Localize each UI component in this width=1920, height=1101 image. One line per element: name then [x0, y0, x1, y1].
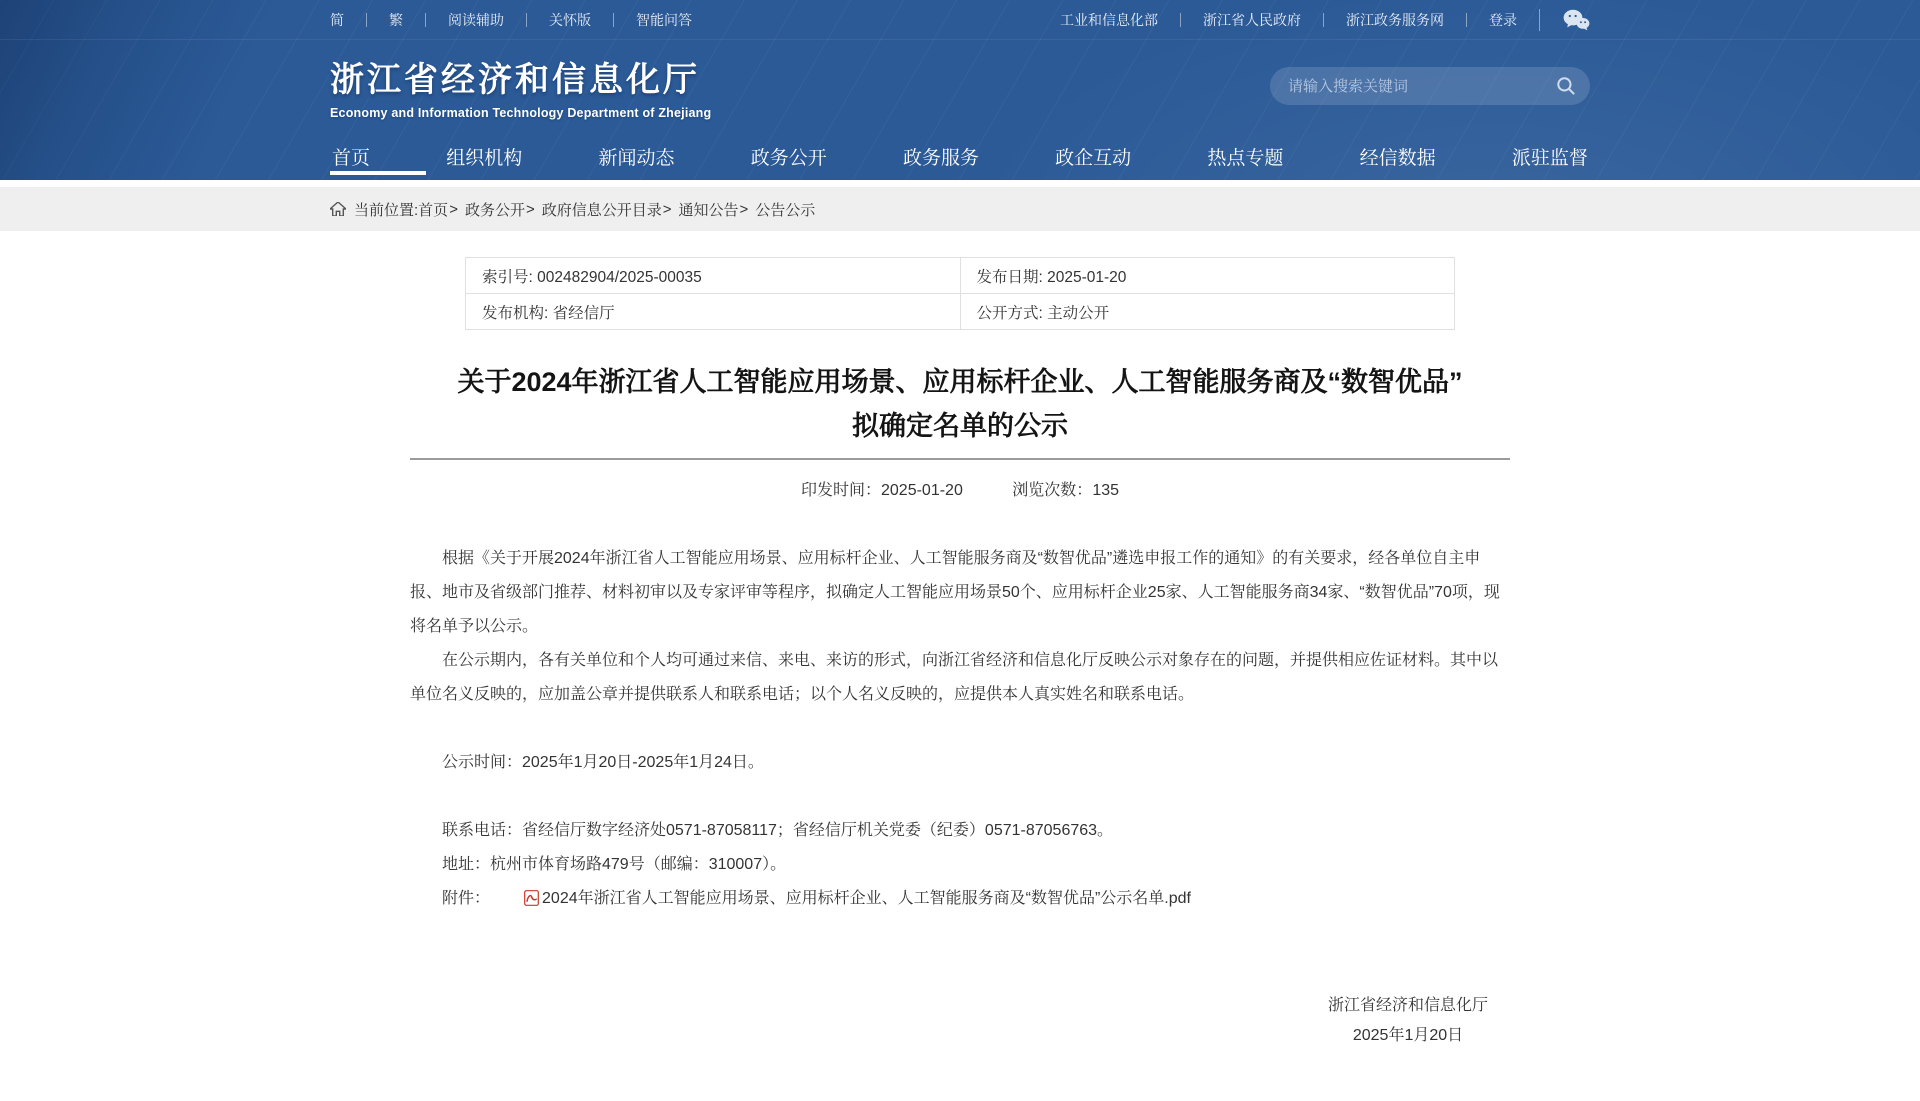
search-button[interactable]: [1556, 76, 1576, 96]
table-row: [466, 258, 1455, 294]
topbar-link-miit[interactable]: 工业和信息化部: [1060, 11, 1158, 28]
site-title: 浙江省经济和信息化厅: [330, 61, 700, 99]
breadcrumb-separator: >: [739, 200, 749, 218]
print-time: [801, 482, 963, 499]
search-box: [1270, 67, 1590, 105]
attachment-label: 附件：: [442, 890, 491, 907]
document-info-table: [465, 257, 1455, 330]
disclosure-method-value: 主动公开: [1047, 304, 1110, 322]
address-line: 地址：杭州市体育场路479号（邮编：310007）。: [442, 856, 787, 873]
index-number-label: 索引号:: [482, 268, 533, 286]
breadcrumb-prefix: 当前位置:: [354, 201, 419, 219]
view-count: [1012, 482, 1119, 499]
page-title: [410, 360, 1510, 448]
site-logo[interactable]: [330, 52, 711, 120]
nav-item-home[interactable]: 首页: [330, 132, 372, 180]
print-time-value: 2025-01-20: [881, 482, 963, 499]
breadcrumb-bar: [0, 187, 1920, 231]
topbar-left-links: [330, 13, 714, 27]
article-body: [410, 542, 1510, 1051]
publish-org-cell: [466, 294, 961, 330]
breadcrumb-item-announcements[interactable]: 公告公示: [755, 201, 816, 219]
login-link[interactable]: 登录: [1466, 13, 1539, 27]
main-nav: [330, 132, 1590, 180]
publish-date-cell: [960, 258, 1455, 294]
breadcrumb-item-home[interactable]: 首页: [418, 201, 449, 219]
signature-org: 浙江省经济和信息化厅: [1327, 997, 1488, 1014]
site-title-english: Economy and Information Technology Department of Zhejiang: [330, 106, 712, 120]
view-count-value: 135: [1092, 482, 1120, 499]
nav-item-supervision[interactable]: 派驻监督: [1511, 147, 1588, 169]
breadcrumb-item-notices[interactable]: 通知公告: [678, 201, 739, 219]
article: [410, 257, 1510, 1051]
nav-item-gov-disclosure[interactable]: 政务公开: [750, 147, 827, 169]
topbar-link-care-version[interactable]: 关怀版: [526, 13, 613, 27]
nav-item-gov-services[interactable]: 政务服务: [902, 147, 979, 169]
page-title-line1: 关于2024年浙江省人工智能应用场景、应用标杆企业、人工智能服务商及“数智优品”: [457, 367, 1463, 397]
paragraph-basis: 根据《关于开展2024年浙江省人工智能应用场景、应用标杆企业、人工智能服务商及“数智优品”遴选申报工作的通知》的有关要求，经各单位自主申报、地市及省级部门推荐、材料初审以及专家评审等程序，拟确定人工智能应用场景50个、应用标杆企业25家、人工智能服务商34家、“数智优品”70项，现将名单予以公示。: [410, 550, 1500, 635]
breadcrumb-separator: >: [449, 200, 458, 218]
signature-block: [1328, 991, 1488, 1051]
nav-item-organization[interactable]: 组织机构: [446, 147, 523, 169]
title-divider: [410, 458, 1510, 460]
topbar-link-zhejiang-service[interactable]: 浙江政务服务网: [1323, 13, 1466, 27]
breadcrumb-item-disclosure[interactable]: 政务公开: [464, 201, 525, 219]
index-number-value: 002482904/2025-00035: [537, 268, 702, 286]
utility-topbar: [0, 0, 1920, 40]
topbar-link-simplified[interactable]: 简: [330, 11, 344, 28]
publish-org-label: 发布机构:: [482, 304, 549, 322]
paragraph-feedback: 在公示期内，各有关单位和个人均可通过来信、来电、来访的形式，向浙江省经济和信息化厅反映公示对象存在的问题，并提供相应佐证材料。其中以单位名义反映的，应加盖公章并提供联系人和联系电话；以个人名义反映的，应提供本人真实姓名和联系电话。: [410, 652, 1499, 703]
breadcrumb: [330, 187, 1590, 231]
disclosure-method-label: 公开方式:: [976, 304, 1043, 322]
search-icon: [1556, 76, 1576, 96]
index-number-cell: [466, 258, 961, 294]
breadcrumb-separator: >: [662, 200, 672, 218]
print-time-label: 印发时间：: [800, 482, 881, 499]
attachment-line: [410, 882, 1510, 919]
search-input[interactable]: [1288, 78, 1556, 95]
topbar-link-traditional[interactable]: 繁: [366, 13, 425, 27]
contact-line: 联系电话：省经信厅数字经济处0571-87058117；省经信厅机关党委（纪委）0571-87056763。: [442, 822, 1114, 839]
disclosure-method-cell: [960, 294, 1455, 330]
view-count-label: 浏览次数：: [1012, 482, 1093, 499]
attachment-link[interactable]: 2024年浙江省人工智能应用场景、应用标杆企业、人工智能服务商及“数智优品”公示名单.pdf: [542, 890, 1191, 907]
nav-item-data[interactable]: 经信数据: [1359, 147, 1436, 169]
page-title-line2: 拟确定名单的公示: [852, 411, 1068, 441]
topbar-right-links: [1060, 9, 1590, 31]
publish-org-value: 省经信厅: [552, 304, 615, 322]
topbar-link-smart-qa[interactable]: 智能问答: [613, 13, 714, 27]
nav-item-gov-enterprise[interactable]: 政企互动: [1055, 147, 1132, 169]
article-meta: [410, 477, 1510, 500]
breadcrumb-separator: >: [525, 200, 535, 218]
site-header: [0, 0, 1920, 180]
pdf-file-icon: [492, 885, 539, 919]
breadcrumb-item-directory[interactable]: 政府信息公开目录: [541, 201, 662, 219]
signature-date: 2025年1月20日: [1352, 1027, 1464, 1044]
home-icon: [330, 202, 346, 216]
publish-date-label: 发布日期:: [976, 268, 1043, 286]
nav-item-news[interactable]: 新闻动态: [598, 147, 675, 169]
topbar-link-zhejiang-gov[interactable]: 浙江省人民政府: [1180, 13, 1323, 27]
topbar-link-reading-aid[interactable]: 阅读辅助: [425, 13, 526, 27]
publish-date-value: 2025-01-20: [1047, 268, 1127, 286]
table-row: [466, 294, 1455, 330]
nav-item-hot-topics[interactable]: 热点专题: [1207, 147, 1284, 169]
wechat-icon[interactable]: [1539, 9, 1590, 31]
notice-period-line: 公示时间：2025年1月20日-2025年1月24日。: [442, 754, 764, 771]
